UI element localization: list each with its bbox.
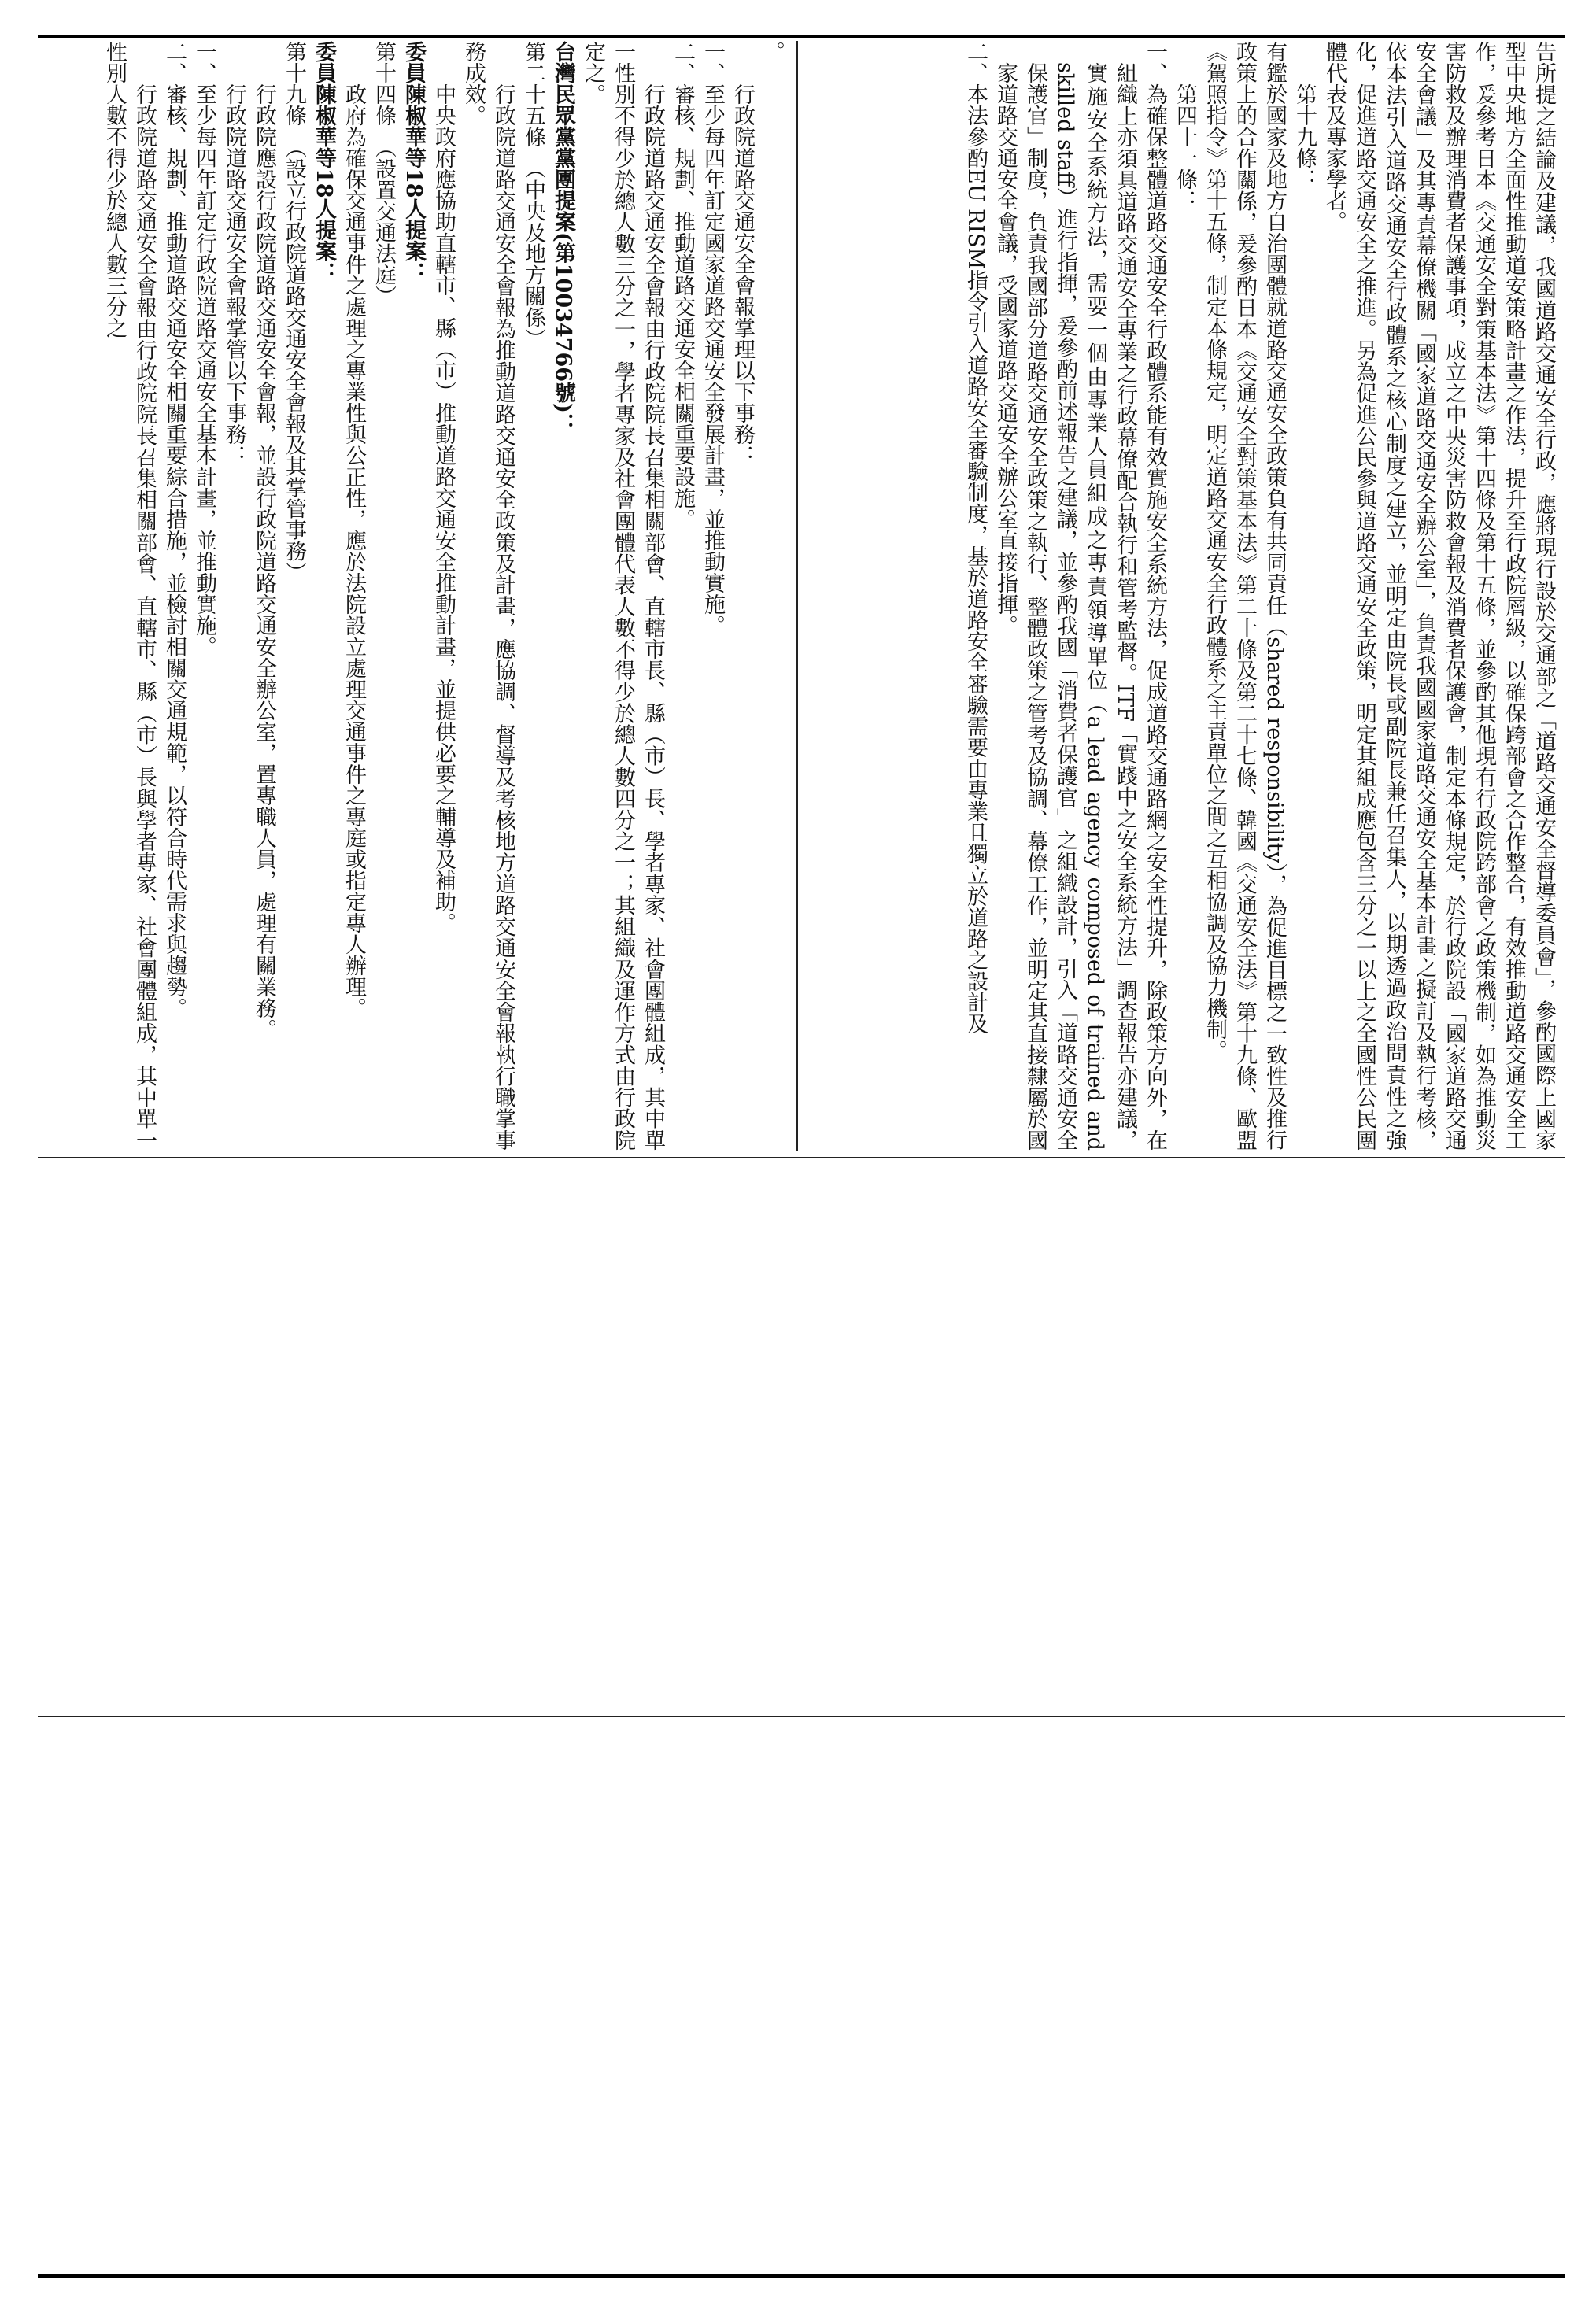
left-column-paragraph: 行政院道路交通安全會報由行政院院長召集相關部會、直轄市、縣（市）長與學者專家、社會團體組成，其中單一性別人數不得少於總人數三分之	[102, 41, 157, 1151]
left-column-paragraph: 一、至少每四年訂定行政院道路交通安全基本計畫，並推動實施。	[192, 41, 216, 657]
left-column-paragraph: 一、至少每四年訂定國家道路交通安全發展計畫，並推動實施。	[700, 41, 725, 636]
left-column-paragraph: 第十九條 （設立行政院道路交通安全會報及其掌管事務）	[282, 41, 306, 583]
column-divider	[796, 41, 798, 1151]
left-column-paragraph: 政府為確保交通事件之處理之專業性與公正性，應於法院設立處理交通事件之專庭或指定專人辦理。	[342, 83, 366, 1018]
left-column-paragraph: 行政院道路交通安全會報由行政院院長召集相關部會、直轄市長、縣（市）長、學者專家、社會團體組成，其中單一性別不得少於總人數三分之一，學者專家及社會團體代表人數不得少於總人數四分之一；其組織及運作方式由行政院定之。	[581, 41, 665, 1151]
right-column-paragraph: 第四十一條：	[1173, 83, 1197, 211]
left-column-paragraph: 二、審核、規劃、推動道路交通安全相關重要設施。	[671, 41, 695, 530]
right-column	[811, 41, 1558, 1151]
bottom-rule	[38, 2274, 1565, 2278]
left-column-paragraph: 二、審核、規劃、推動道路交通安全相關重要綜合措施，並檢討相關交通規範，以符合時代需求與趨勢。	[162, 41, 187, 1018]
left-column-paragraph: 。	[760, 41, 785, 62]
left-column-paragraph: 中央政府應協助直轄市、縣（市）推動道路交通安全推動計畫，並提供必要之輔導及補助。	[431, 83, 456, 933]
left-column-paragraph: 委員陳椒華等18人提案：	[312, 41, 336, 283]
left-column-paragraph: 第十四條 （設置交通法庭）	[371, 41, 396, 307]
right-column-paragraph: 二、本法參酌EU RISM指令引入道路安全審驗制度，基於道路安全審驗需要由專業且獨立於道路之設計及	[963, 41, 988, 1035]
lower-rule	[38, 1716, 1565, 1717]
left-column-paragraph: 行政院道路交通安全會報掌管以下事務：	[222, 83, 246, 466]
mid-rule	[38, 1157, 1565, 1158]
right-column-paragraph: 一、為確保整體道路交通安全行政體系能有效實施安全系統方法，促成道路交通路網之安全性提升，除政策方向外，在組織上亦須具道路交通安全專業之行政幕僚配合執行和管考監督。ITF「實踐中之安全系統方法」調查報告亦建議，實施安全系統方法，需要一個由專業人員組成之專責領導單位（a lead agency composed of trained and skilled staff）進行指揮，爰參酌前述報告之建議，並參酌我國「消費者保護官」之組織設計，引入「道路交通安全保護官」制度，負責我國部分道路交通安全政策之執行、整體政策之管考及協調、幕僚工作，並明定其直接隸屬於國家道路交通安全會議，受國家道路交通安全辦公室直接指揮。	[993, 41, 1167, 1151]
top-rule	[38, 35, 1565, 38]
left-column-paragraph: 委員陳椒華等18人提案：	[401, 41, 426, 283]
left-column-paragraph: 台灣民眾黨黨團提案(第10034766號)：	[551, 41, 575, 434]
left-column-paragraph: 行政院道路交通安全會報為推動道路交通安全政策及計畫，應協調、督導及考核地方道路交通安全會報執行職掌事務成效。	[461, 41, 515, 1151]
left-column-paragraph: 行政院道路交通安全會報掌理以下事務：	[730, 83, 755, 466]
left-column	[47, 41, 787, 1151]
left-column-paragraph: 第二十五條 （中央及地方關係）	[521, 41, 545, 349]
right-column-paragraph: 告所提之結論及建議，我國道路交通安全行政，應將現行設於交通部之「道路交通安全督導委員會」，參酌國際上國家型中央地方全面性推動道安策略計畫之作法，提升至行政院層級，以確保跨部會之合作整合，有效推動道路交通安全工作，爰參考日本《交通安全對策基本法》第十四條及第十五條，並參酌其他現有行政院跨部會之政策機制，如為推動災害防救及辦理消費者保護事項，成立之中央災害防救會報及消費者保護會，制定本條規定，於行政院設「國家道路交通安全會議」及其專責幕僚機關「國家道路交通安全辦公室」，負責我國國家道路交通安全基本計畫之擬訂及執行考核，依本法引入道路交通安全行政體系之核心制度之建立，並明定由院長或副院長兼任召集人，以期透過政治問責性之強化，促進道路交通安全之推進。另為促進公民參與道路交通安全政策，明定其組成應包含三分之一以上之全國性公民團體代表及專家學者。	[1322, 41, 1556, 1151]
right-column-paragraph: 有鑑於國家及地方自治團體就道路交通安全政策負有共同責任（shared responsibility），為促進目標之一致性及推行政策上的合作關係，爰參酌日本《交通安全對策基本法》第二十條及第二十七條、韓國《交通安全法》第十九條、歐盟《駕照指令》第十五條，制定本條規定，明定道路交通安全行政體系之主責單位之間之互相協調及協力機制。	[1203, 41, 1287, 1151]
right-column-paragraph: 第十九條：	[1292, 83, 1317, 190]
left-column-paragraph: 行政院應設行政院道路交通安全會報，並設行政院道路交通安全辦公室，置專職人員，處理有關業務。	[252, 83, 276, 1040]
